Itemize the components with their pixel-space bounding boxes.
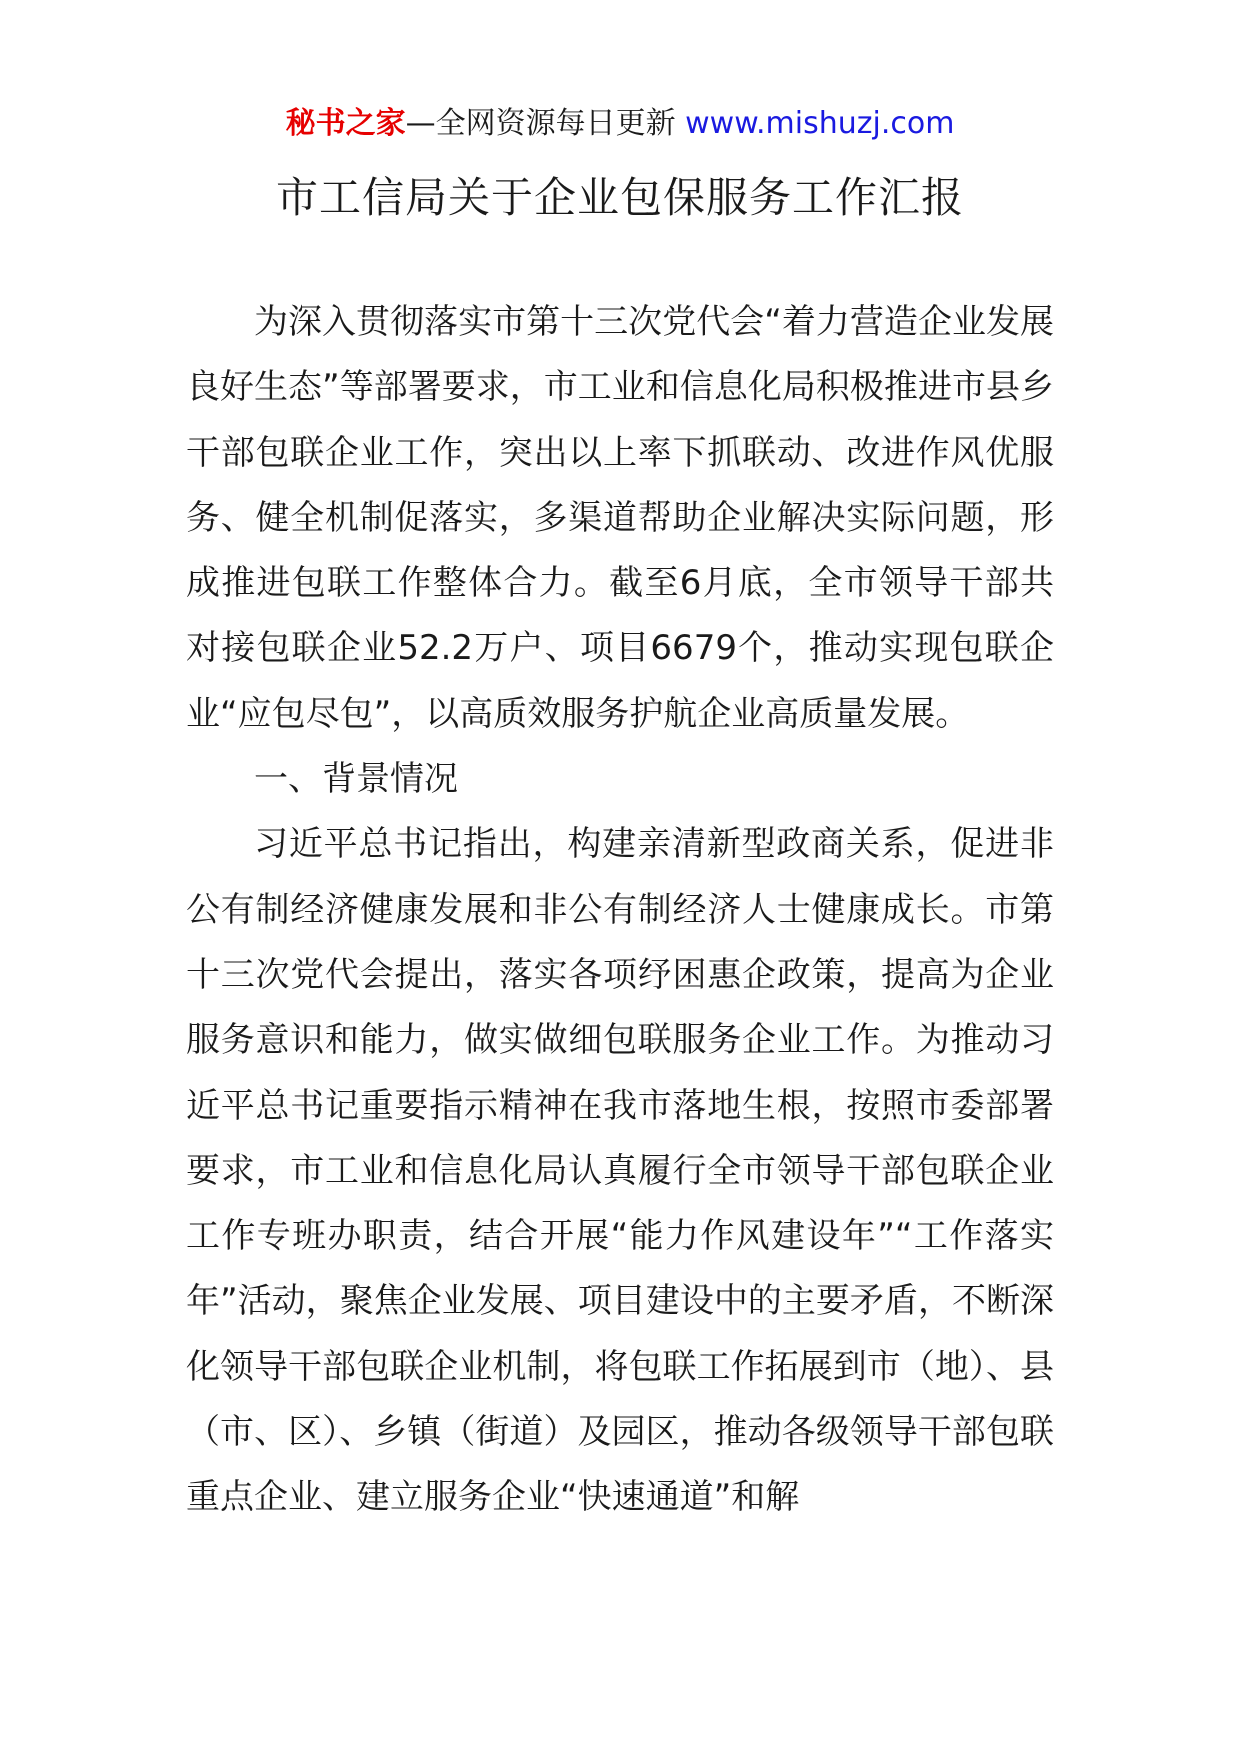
section-heading: 一、背景情况 <box>254 759 458 800</box>
document-body <box>186 290 1054 1531</box>
brand-name: 秘书之家 <box>285 106 406 141</box>
background-paragraph: 习近平总书记指出，构建亲清新型政商关系，促进非公有制经济健康发展和非公有制经济人士健康成长。市第十三次党代会提出，落实各项纾困惠企政策，提高为企业服务意识和能力，做实做细包联服务企业工作。为推动习近平总书记重要指示精神在我市落地生根，按照市委部署要求，市工业和信息化局认真履行全市领导干部包联企业工作专班办职责，结合开展“能力作风建设年”“工作落实年”活动，聚焦企业发展、项目建设中的主要矛盾，不断深化领导干部包联企业机制，将包联工作拓展到市（地）、县（市、区）、乡镇（街道）及园区，推动各级领导干部包联重点企业、建立服务企业“快速通道”和解 <box>186 824 1054 1518</box>
site-slogan: —全网资源每日更新 <box>405 106 676 141</box>
intro-paragraph: 为深入贯彻落实市第十三次党代会“着力营造企业发展良好生态”等部署要求，市工业和信息化局积极推进市县乡干部包联企业工作，突出以上率下抓联动、改进作风优服务、健全机制促落实，多渠道帮助企业解决实际问题，形成推进包联工作整体合力。截至6月底，全市领导干部共对接包联企业52.2万户、项目6679个，推动实现包联企业“应包尽包”，以高质效服务护航企业高质量发展。 <box>186 302 1054 734</box>
document-title: 市工信局关于企业包保服务工作汇报 <box>275 173 964 222</box>
site-header <box>0 102 1240 146</box>
site-url[interactable]: www.mishuzj.com <box>685 106 955 141</box>
